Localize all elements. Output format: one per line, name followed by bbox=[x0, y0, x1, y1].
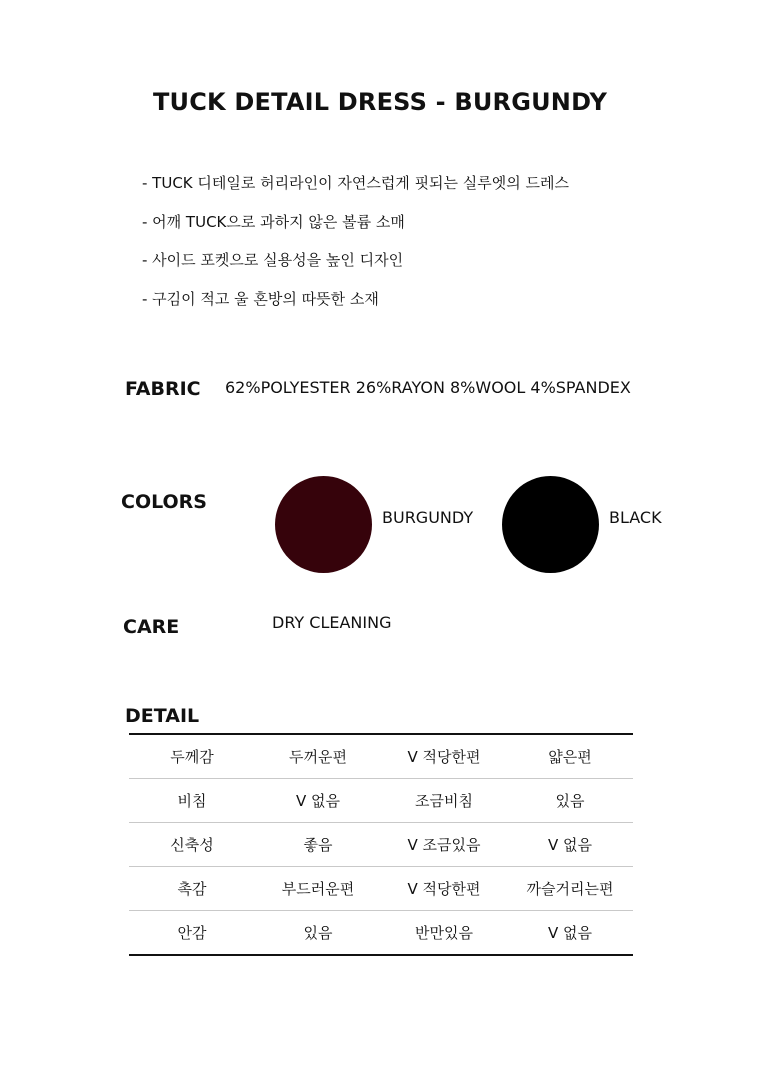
burgundy-color-swatch bbox=[275, 476, 372, 573]
table-row bbox=[129, 867, 633, 911]
table-row bbox=[129, 779, 633, 823]
feature-item: - TUCK 디테일로 허리라인이 자연스럽게 핏되는 실루엣의 드레스 bbox=[142, 174, 570, 192]
detail-label: DETAIL bbox=[125, 705, 200, 727]
detail-option: 두꺼운편 bbox=[289, 748, 347, 766]
black-color-name: BLACK bbox=[609, 508, 662, 527]
fabric-value: 62%POLYESTER 26%RAYON 8%WOOL 4%SPANDEX bbox=[225, 378, 631, 397]
detail-option: V 없음 bbox=[547, 924, 592, 942]
detail-option: V 없음 bbox=[547, 836, 592, 854]
feature-item: - 구김이 적고 울 혼방의 따뜻한 소재 bbox=[142, 289, 379, 308]
feature-item: - 사이드 포켓으로 실용성을 높인 디자인 bbox=[142, 251, 404, 269]
detail-option: 부드러운편 bbox=[281, 880, 355, 898]
burgundy-color-name: BURGUNDY bbox=[382, 508, 474, 527]
black-color-swatch bbox=[502, 476, 599, 573]
detail-option: V 없음 bbox=[295, 792, 340, 810]
detail-option: 있음 bbox=[555, 792, 585, 810]
colors-label: COLORS bbox=[121, 491, 207, 513]
table-row bbox=[129, 735, 633, 779]
detail-option: 조금비침 bbox=[415, 792, 473, 810]
detail-table bbox=[129, 733, 633, 956]
feature-item: - 어깨 TUCK으로 과하지 않은 볼륨 소매 bbox=[142, 212, 405, 231]
table-row bbox=[129, 823, 633, 867]
care-label: CARE bbox=[123, 616, 180, 638]
detail-attribute: 안감 bbox=[177, 924, 207, 942]
care-value: DRY CLEANING bbox=[272, 613, 392, 632]
detail-option: V 조금있음 bbox=[407, 836, 481, 854]
detail-attribute: 신축성 bbox=[170, 836, 214, 854]
detail-option: 반만있음 bbox=[415, 924, 473, 942]
table-row bbox=[129, 911, 633, 954]
detail-attribute: 촉감 bbox=[177, 880, 207, 898]
detail-attribute: 두께감 bbox=[170, 748, 214, 766]
detail-option: 까슬거리는편 bbox=[526, 880, 614, 898]
detail-option: 좋음 bbox=[303, 836, 333, 854]
detail-option: 있음 bbox=[303, 924, 333, 942]
product-title: TUCK DETAIL DRESS - BURGUNDY bbox=[152, 88, 608, 116]
detail-attribute: 비침 bbox=[177, 792, 207, 810]
detail-option: 얇은편 bbox=[548, 748, 592, 766]
detail-option: V 적당한편 bbox=[407, 748, 481, 766]
fabric-label: FABRIC bbox=[125, 378, 201, 400]
feature-list bbox=[142, 172, 569, 326]
detail-option: V 적당한편 bbox=[407, 880, 481, 898]
